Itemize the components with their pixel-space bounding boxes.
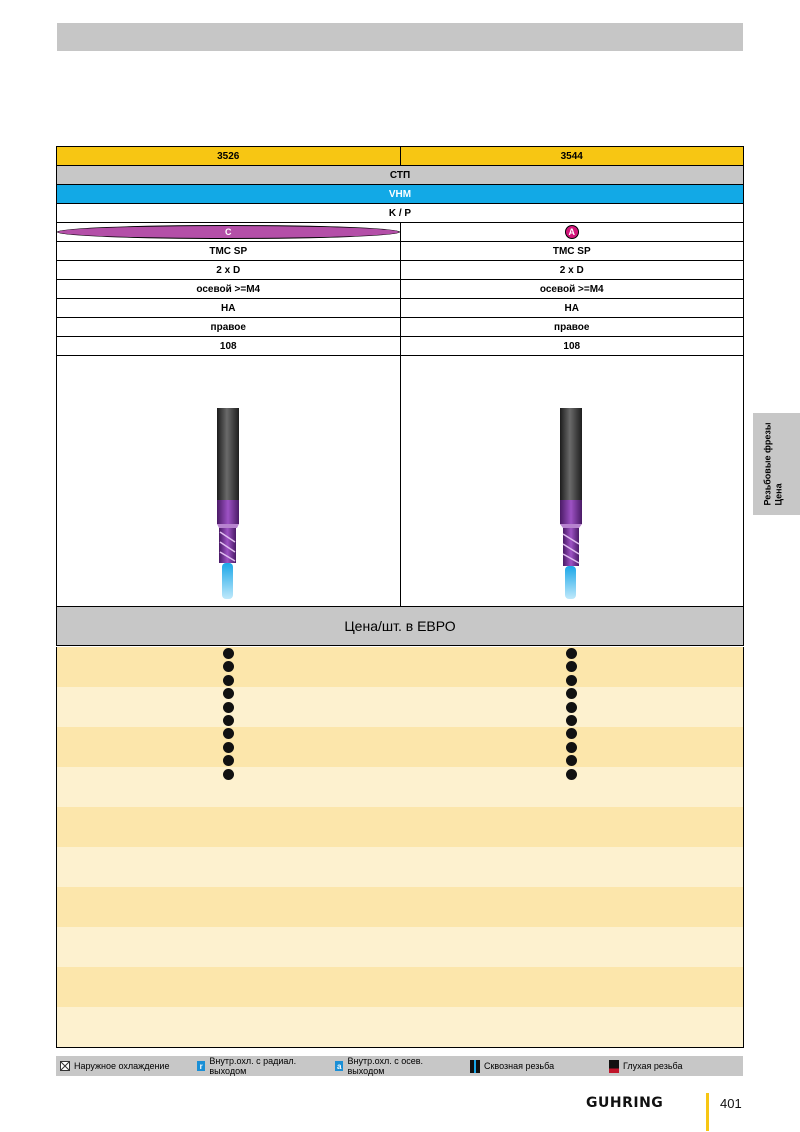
availability-dot — [223, 755, 234, 766]
legend-label: Внутр.охл. с осев. выходом — [347, 1056, 424, 1076]
price-band — [57, 1007, 743, 1047]
direction-value: правое — [210, 321, 246, 333]
page-ref-value: 108 — [400, 337, 744, 355]
tool-image-row — [57, 356, 743, 607]
legend-item — [335, 1056, 445, 1076]
availability-dot — [223, 715, 234, 726]
thread-mill-3544-image — [401, 356, 743, 606]
coating-badge-row — [57, 223, 743, 242]
availability-dot — [566, 661, 577, 672]
price-band — [57, 967, 743, 1007]
application-label: K / P — [388, 207, 412, 219]
length-value: 2 x D — [400, 261, 744, 279]
standard-row — [57, 299, 743, 318]
legend-item — [197, 1056, 315, 1076]
price-band — [57, 887, 743, 927]
availability-dots-3544 — [566, 648, 578, 782]
coating-a-icon: A — [565, 225, 579, 239]
material-label: VHM — [388, 188, 412, 200]
cooling-row — [57, 280, 743, 299]
coating-value: TMC SP — [209, 245, 248, 257]
legend-label: Сквозная резьба — [484, 1061, 555, 1071]
article-number: 3544 — [400, 147, 744, 165]
availability-dot — [223, 702, 234, 713]
brand-logo: GUHRING — [586, 1095, 664, 1111]
availability-dot — [566, 769, 577, 780]
price-band — [57, 687, 743, 727]
article-row — [57, 147, 743, 166]
top-grey-bar — [57, 23, 743, 51]
category-label: СТП — [389, 169, 411, 181]
availability-dot — [566, 715, 577, 726]
direction-value: правое — [400, 318, 744, 336]
price-band — [57, 647, 743, 687]
availability-dot — [223, 728, 234, 739]
coating-row — [57, 242, 743, 261]
radial-cooling-icon: r — [197, 1061, 205, 1071]
price-area — [56, 647, 744, 1048]
standard-value: НА — [221, 302, 236, 314]
coating-c-icon: C — [57, 225, 400, 239]
page-accent-bar — [706, 1093, 709, 1131]
availability-dot — [566, 688, 577, 699]
standard-value: НА — [400, 299, 744, 317]
legend-item — [60, 1056, 169, 1076]
axial-cooling-icon: a — [335, 1061, 343, 1071]
section-side-tab[interactable] — [753, 413, 800, 515]
availability-dot — [566, 728, 577, 739]
through-thread-icon — [470, 1060, 480, 1073]
coating-value: TMC SP — [400, 242, 744, 260]
availability-dots-3526 — [223, 648, 235, 782]
legend-label: Наружное охлаждение — [74, 1061, 170, 1071]
product-table — [56, 146, 744, 646]
cooling-value: осевой >=M4 — [400, 280, 744, 298]
availability-dot — [223, 648, 234, 659]
legend-label: Внутр.охл. с радиал. выходом — [209, 1056, 297, 1076]
price-band — [57, 767, 743, 807]
blind-thread-icon — [609, 1060, 619, 1073]
length-value: 2 x D — [216, 264, 241, 276]
availability-dot — [223, 661, 234, 672]
page-ref-value: 108 — [219, 340, 237, 352]
availability-dot — [566, 675, 577, 686]
price-band — [57, 807, 743, 847]
price-band — [57, 847, 743, 887]
cooling-value: осевой >=M4 — [196, 283, 261, 295]
legend-label: Глухая резьба — [623, 1061, 683, 1071]
availability-dot — [223, 769, 234, 780]
price-band — [57, 927, 743, 967]
price-band — [57, 727, 743, 767]
availability-dot — [223, 688, 234, 699]
side-tab-title: Резьбовые фрезы — [763, 422, 774, 506]
price-header: Цена/шт. в ЕВРО — [57, 607, 743, 646]
direction-row — [57, 318, 743, 337]
page-number: 401 — [720, 1096, 742, 1111]
application-row — [57, 204, 743, 223]
availability-dot — [223, 742, 234, 753]
category-row — [57, 166, 743, 185]
side-tab-subtitle: Цена — [774, 483, 785, 506]
page-ref-row — [57, 337, 743, 356]
availability-dot — [566, 742, 577, 753]
availability-dot — [566, 755, 577, 766]
legend-item — [609, 1056, 682, 1076]
thread-mill-3526-image — [57, 356, 399, 606]
availability-dot — [566, 702, 577, 713]
article-number: 3526 — [217, 150, 240, 162]
material-row — [57, 185, 743, 204]
length-row — [57, 261, 743, 280]
legend-item — [470, 1056, 554, 1076]
legend-bar — [56, 1056, 743, 1076]
availability-dot — [223, 675, 234, 686]
availability-dot — [566, 648, 577, 659]
external-cooling-icon — [60, 1061, 70, 1071]
